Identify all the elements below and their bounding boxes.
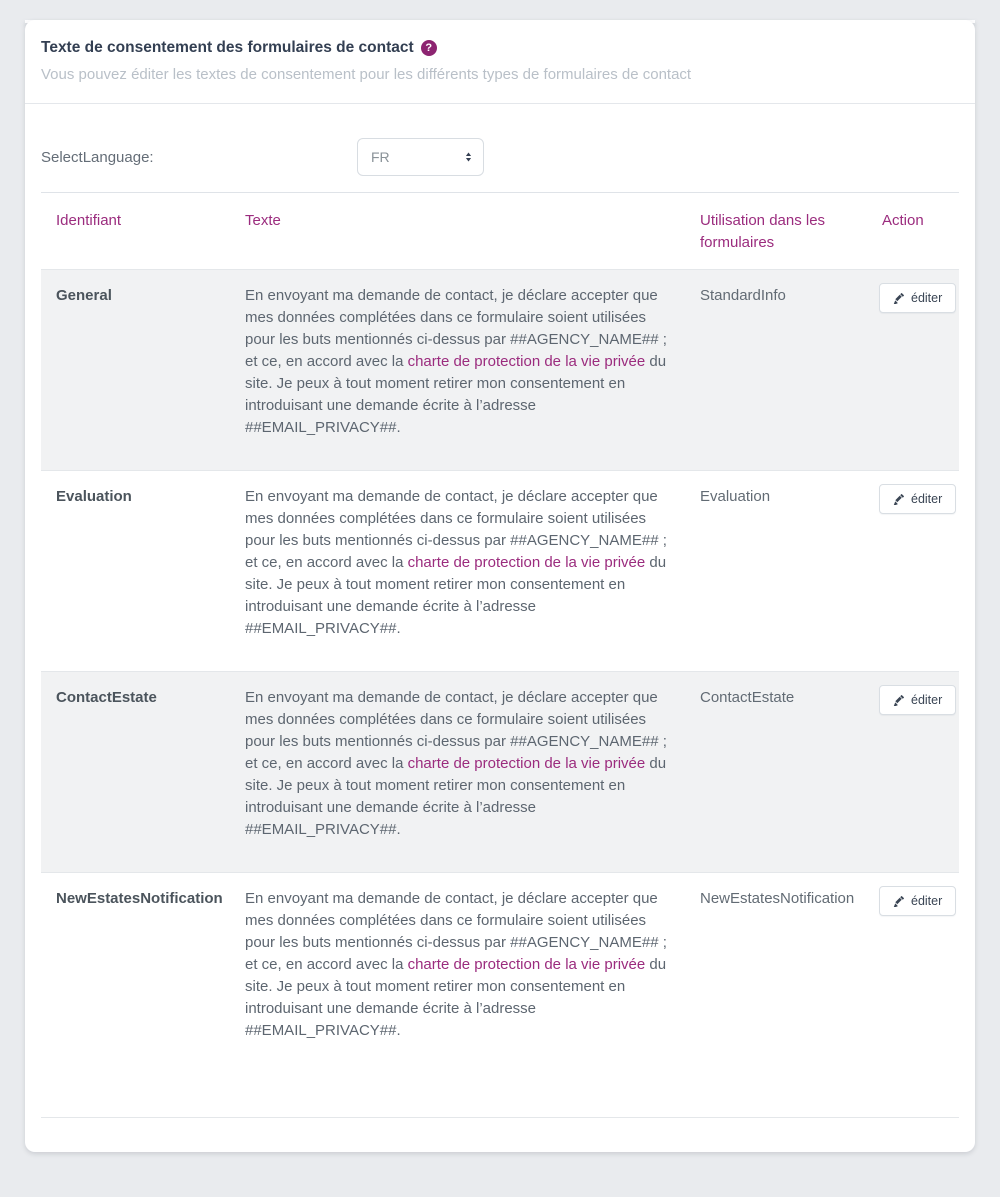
pencil-icon [893,293,904,304]
column-header-identifiant: Identifiant [56,212,122,229]
table-row-newestatesnotification [41,872,959,1117]
table-row-general [41,269,959,470]
edit-button[interactable] [879,685,956,715]
table-header-row [41,193,959,269]
language-selector-row [25,104,975,176]
column-header-utilisation: Utilisation dans les formulaires [700,212,826,251]
row-usage: NewEstatesNotification [700,890,855,907]
help-icon[interactable]: ? [421,40,437,56]
row-identifiant: Evaluation [56,488,132,505]
edit-button[interactable] [879,283,956,313]
edit-button-label: éditer [911,492,943,506]
page-title-text: Texte de consentement des formulaires de contact [41,39,414,56]
consent-table [41,192,959,1118]
row-consent-text [230,873,685,1117]
language-select[interactable] [357,138,484,176]
row-action-cell [867,873,971,1117]
consent-text-before: En envoyant ma demande de contact, je déclare accepter que mes données complétées dans ce formulaire soient utilisées pour les buts mentionnés ci-dessus par ##AGENCY_NAME## ; et ce, en accord avec la [245,488,667,571]
consent-text-before: En envoyant ma demande de contact, je déclare accepter que mes données complétées dans ce formulaire soient utilisées pour les buts mentionnés ci-dessus par ##AGENCY_NAME## ; et ce, en accord avec la [245,287,667,370]
privacy-policy-link[interactable]: charte de protection de la vie privée [407,755,646,772]
language-select-box [357,138,484,176]
row-consent-text [230,270,685,470]
row-action-cell [867,270,971,470]
privacy-policy-link[interactable]: charte de protection de la vie privée [407,554,646,571]
row-usage: ContactEstate [700,689,795,706]
page-title [41,39,959,57]
language-label: SelectLanguage: [41,148,154,166]
card-header [25,20,975,104]
consent-text-after: du site. Je peux à tout moment retirer mon consentement en introduisant une demande écrite à l’adresse ##EMAIL_PRIVACY##. [245,956,667,1039]
edit-button[interactable] [879,484,956,514]
consent-text-before: En envoyant ma demande de contact, je déclare accepter que mes données complétées dans ce formulaire soient utilisées pour les buts mentionnés ci-dessus par ##AGENCY_NAME## ; et ce, en accord avec la [245,689,667,772]
row-usage: StandardInfo [700,287,786,304]
table-row-contactestate [41,671,959,872]
table-row-evaluation [41,470,959,671]
row-consent-text [230,471,685,671]
row-consent-text [230,672,685,872]
pencil-icon [893,695,904,706]
consent-text-after: du site. Je peux à tout moment retirer mon consentement en introduisant une demande écrite à l’adresse ##EMAIL_PRIVACY##. [245,353,667,436]
consent-text-before: En envoyant ma demande de contact, je déclare accepter que mes données complétées dans ce formulaire soient utilisées pour les buts mentionnés ci-dessus par ##AGENCY_NAME## ; et ce, en accord avec la [245,890,667,973]
row-identifiant: General [56,287,112,304]
page-subtitle: Vous pouvez éditer les textes de consentement pour les différents types de formulaires de contact [41,66,692,83]
column-header-action: Action [882,212,924,229]
row-identifiant: NewEstatesNotification [56,890,223,907]
consent-text-after: du site. Je peux à tout moment retirer mon consentement en introduisant une demande écrite à l’adresse ##EMAIL_PRIVACY##. [245,554,667,637]
privacy-policy-link[interactable]: charte de protection de la vie privée [407,956,646,973]
row-action-cell [867,471,971,671]
edit-button-label: éditer [911,291,943,305]
row-identifiant: ContactEstate [56,689,157,706]
row-usage: Evaluation [700,488,771,505]
edit-button-label: éditer [911,894,943,908]
edit-button[interactable] [879,886,956,916]
column-header-texte: Texte [245,212,281,229]
row-action-cell [867,672,971,872]
pencil-icon [893,896,904,907]
consent-text-after: du site. Je peux à tout moment retirer mon consentement en introduisant une demande écrite à l’adresse ##EMAIL_PRIVACY##. [245,755,667,838]
edit-button-label: éditer [911,693,943,707]
privacy-policy-link[interactable]: charte de protection de la vie privée [407,353,646,370]
consent-settings-card [25,20,975,1152]
pencil-icon [893,494,904,505]
